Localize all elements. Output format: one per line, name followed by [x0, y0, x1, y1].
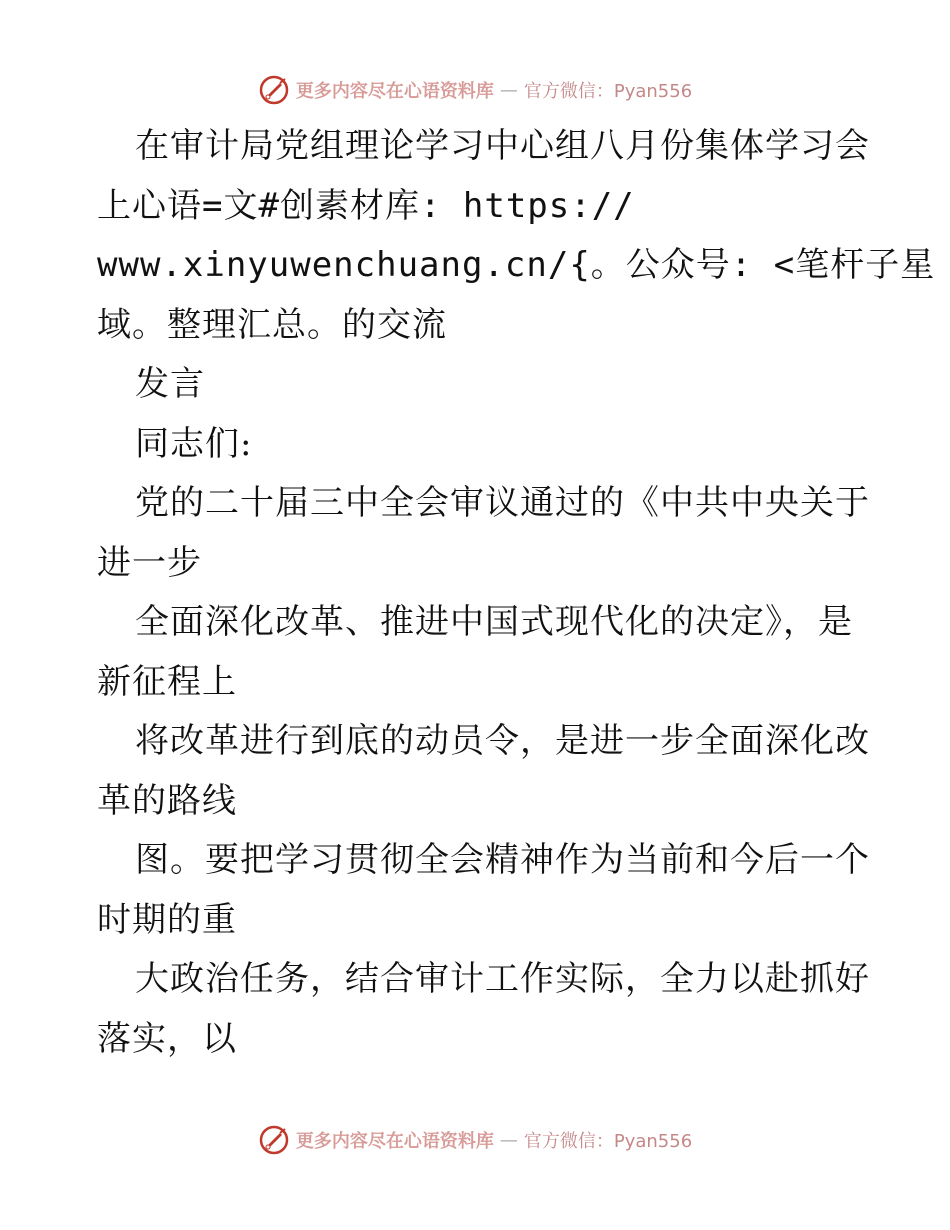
doc-line: 落实，以: [97, 1018, 237, 1059]
doc-line: 上心语=文#创素材库: https://: [97, 185, 635, 226]
footer-banner: [0, 1120, 950, 1160]
doc-line: 图。要把学习贯彻全会精神作为当前和今后一个: [135, 840, 870, 880]
doc-line: 新征程上: [97, 661, 237, 702]
footer-banner-inner: [258, 1124, 692, 1156]
banner-wechat-text: 官方微信：Pyan556: [523, 1131, 693, 1152]
doc-line: 域。整理汇总。的交流: [97, 304, 447, 345]
doc-line: 发言: [135, 364, 205, 404]
doc-line: 进一步: [97, 542, 202, 583]
banner-site-text: 更多内容尽在心语资料库: [295, 81, 494, 102]
doc-line: 同志们:: [135, 423, 253, 464]
doc-line: 时期的重: [97, 899, 237, 940]
header-banner: [0, 70, 950, 110]
doc-line: 将改革进行到底的动员令，是进一步全面深化改: [135, 721, 870, 761]
banner-separator: —: [499, 1129, 518, 1151]
document-body: [97, 117, 936, 1069]
doc-line: 全面深化改革、推进中国式现代化的决定》，是: [135, 602, 853, 642]
doc-line: 在审计局党组理论学习中心组八月份集体学习会: [135, 126, 870, 166]
quill-logo-icon: [258, 74, 290, 106]
header-banner-inner: [258, 74, 692, 106]
banner-site-text: 更多内容尽在心语资料库: [295, 1131, 494, 1152]
doc-line: 党的二十届三中全会审议通过的《中共中央关于: [135, 483, 870, 523]
doc-line: www.xinyuwenchuang.cn/{。公众号: <笔杆子星: [97, 245, 936, 285]
banner-separator: —: [499, 79, 518, 101]
doc-line: 革的路线: [97, 780, 237, 821]
doc-line: 大政治任务，结合审计工作实际，全力以赴抓好: [135, 959, 870, 999]
banner-wechat-text: 官方微信：Pyan556: [523, 81, 693, 102]
quill-logo-icon: [258, 1124, 290, 1156]
